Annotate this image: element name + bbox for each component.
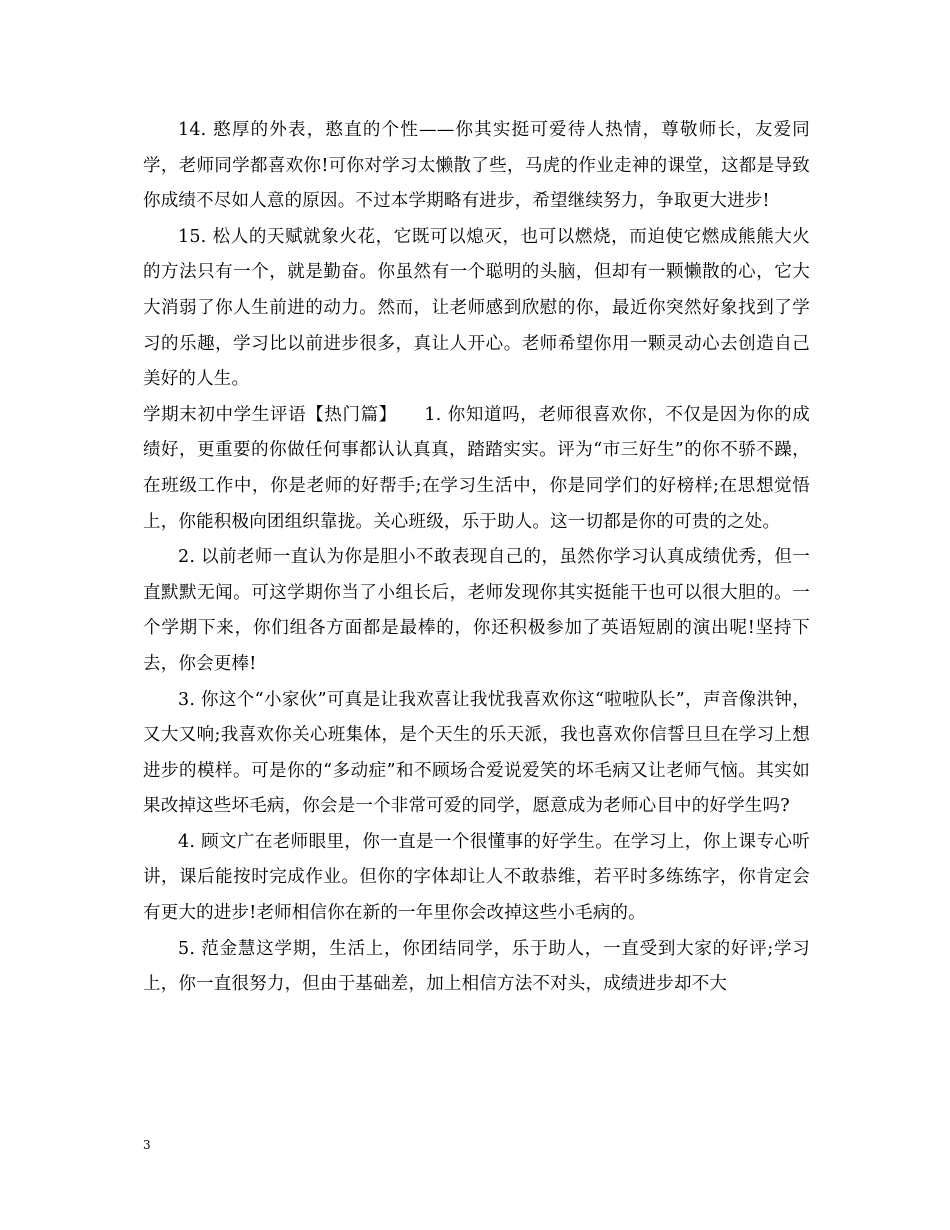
comment-paragraph-4: 4. 顾文广在老师眼里，你一直是一个很懂事的好学生。在学习上，你上课专心听讲，课后能按时完成作业。但你的字体却让人不敢恭维，若平时多练练字，你肯定会有更大的进步!老师相信你在新的一年里你会改掉这些小毛病的。 <box>143 831 810 924</box>
section-heading-paragraph-1: 学期末初中学生评语【热门篇】 1. 你知道吗，老师很喜欢你，不仅是因为你的成绩好，更重要的你做任何事都认认真真，踏踏实实。评为“市三好生”的你不骄不躁，在班级工作中，你是老师的好帮手;在学习生活中，你是同学们的好榜样;在思想觉悟上，你能积极向团组织靠拢。关心班级，乐于助人。这一切都是你的可贵的之处。 <box>143 404 810 532</box>
page-content <box>143 113 810 1003</box>
comment-paragraph-3: 3. 你这个“小家伙”可真是让我欢喜让我忧我喜欢你这“啦啦队长”，声音像洪钟，又大又响;我喜欢你关心班集体，是个天生的乐天派，我也喜欢你信誓旦旦在学习上想进步的模样。可是你的“多动症”和不顾场合爱说爱笑的坏毛病又让老师气恼。其实如果改掉这些坏毛病，你会是一个非常可爱的同学，愿意成为老师心目中的好学生吗? <box>143 689 810 817</box>
comment-paragraph-14: 14. 憨厚的外表，憨直的个性——你其实挺可爱待人热情，尊敬师长，友爱同学，老师同学都喜欢你!可你对学习太懒散了些，马虎的作业走神的课堂，这都是导致你成绩不尽如人意的原因。不过本学期略有进步，希望继续努力，争取更大进步! <box>143 120 810 212</box>
page-number: 3 <box>143 1138 151 1152</box>
comment-paragraph-15: 15. 松人的天赋就象火花，它既可以熄灭，也可以燃烧，而迫使它燃成熊熊大火的方法只有一个，就是勤奋。你虽然有一个聪明的头脑，但却有一颗懒散的心，它大大消弱了你人生前进的动力。然而，让老师感到欣慰的你，最近你突然好象找到了学习的乐趣，学习比以前进步很多，真让人开心。老师希望你用一颗灵动心去创造自己美好的人生。 <box>143 226 810 390</box>
comment-paragraph-2: 2. 以前老师一直认为你是胆小不敢表现自己的，虽然你学习认真成绩优秀，但一直默默无闻。可这学期你当了小组长后，老师发现你其实挺能干也可以很大胆的。一个学期下来，你们组各方面都是最棒的，你还积极参加了英语短剧的演出呢!坚持下去，你会更棒! <box>143 547 810 674</box>
comment-paragraph-5: 5. 范金慧这学期，生活上，你团结同学，乐于助人，一直受到大家的好评;学习上，你一直很努力，但由于基础差，加上相信方法不对头，成绩进步却不大 <box>143 938 810 995</box>
